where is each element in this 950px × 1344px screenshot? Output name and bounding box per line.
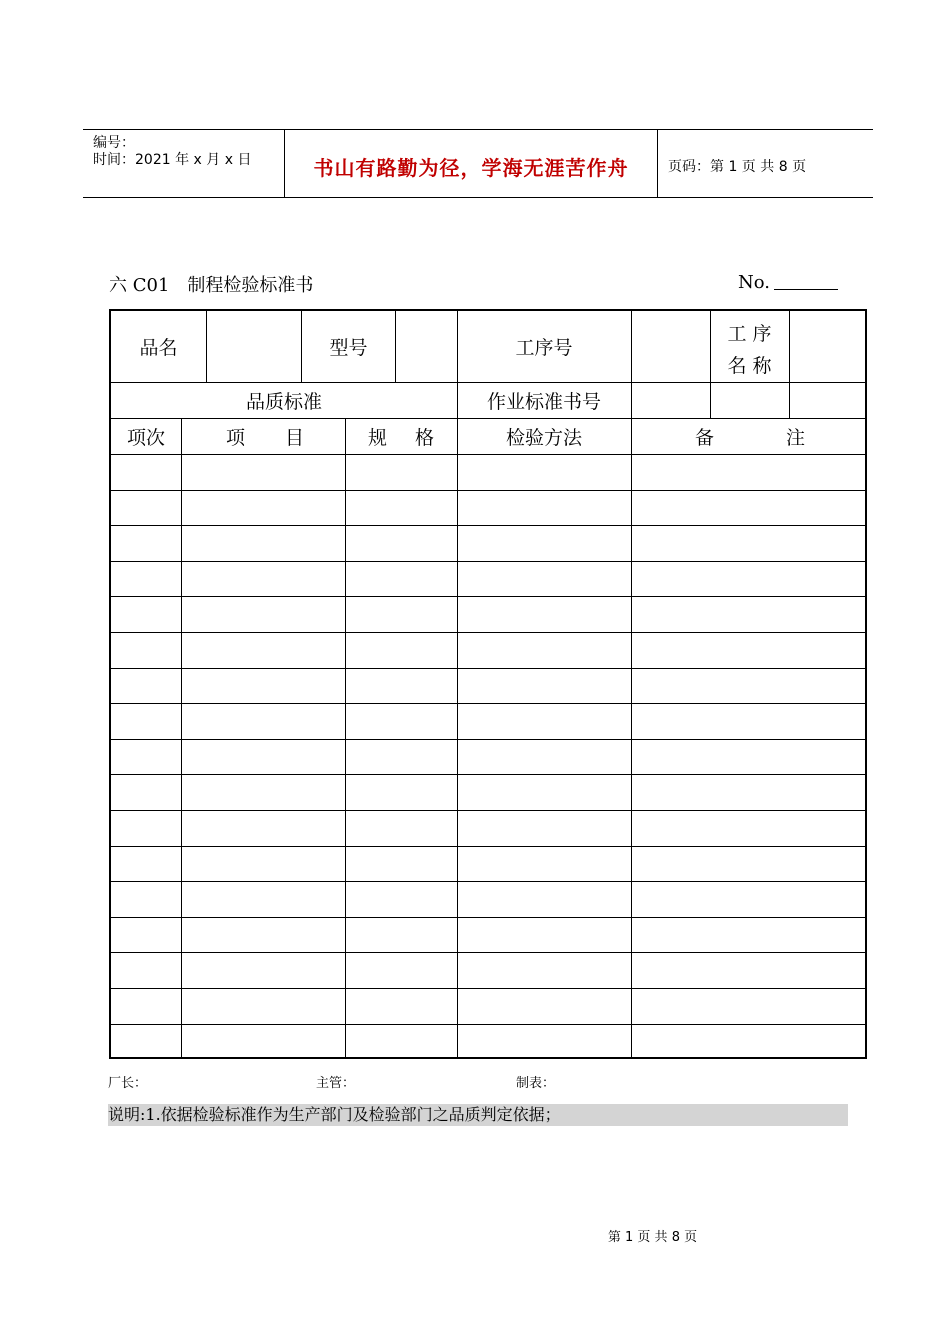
table-cell[interactable]: [182, 562, 344, 596]
table-cell[interactable]: [346, 811, 456, 845]
table-cell[interactable]: [182, 669, 344, 703]
table-cell[interactable]: [632, 633, 864, 667]
doc-title-text: 制程检验标准书: [187, 275, 314, 296]
table-cell[interactable]: [458, 989, 630, 1023]
table-cell[interactable]: [346, 989, 456, 1023]
table-cell[interactable]: [182, 847, 344, 881]
table-cell[interactable]: [632, 740, 864, 774]
table-cell[interactable]: [182, 1025, 344, 1059]
table-cell[interactable]: [112, 953, 180, 987]
table-cell[interactable]: [182, 918, 344, 952]
table-cell[interactable]: [346, 669, 456, 703]
grid-divider: [789, 311, 790, 382]
table-cell[interactable]: [458, 597, 630, 631]
table-cell[interactable]: [632, 882, 864, 916]
grid-divider: [631, 311, 632, 382]
doc-number-label: 编号：: [93, 135, 135, 151]
table-cell[interactable]: [112, 882, 180, 916]
label-quality-standard: 品质标准: [245, 391, 322, 413]
table-cell[interactable]: [346, 918, 456, 952]
table-cell[interactable]: [346, 633, 456, 667]
table-cell[interactable]: [458, 811, 630, 845]
grid-divider: [457, 382, 458, 418]
doc-number-field: [738, 271, 838, 293]
table-cell[interactable]: [632, 562, 864, 596]
table-cell[interactable]: [182, 811, 344, 845]
label-work-standard-no: 作业标准书号: [486, 391, 601, 413]
doc-title: [109, 271, 313, 297]
table-cell[interactable]: [632, 597, 864, 631]
table-cell[interactable]: [458, 953, 630, 987]
grid-divider: [457, 311, 458, 382]
grid-rule: [111, 418, 865, 419]
table-cell[interactable]: [112, 847, 180, 881]
label-process-name-2: 名 称: [727, 354, 772, 377]
table-cell[interactable]: [346, 562, 456, 596]
page-header: [83, 129, 873, 198]
table-cell[interactable]: [632, 526, 864, 560]
table-cell[interactable]: [112, 704, 180, 738]
grid-divider: [301, 311, 302, 382]
table-cell[interactable]: [632, 669, 864, 703]
table-cell[interactable]: [632, 704, 864, 738]
table-cell[interactable]: [458, 775, 630, 809]
label-model: 型号: [329, 337, 368, 359]
table-cell[interactable]: [458, 918, 630, 952]
header-motto-cell: [285, 130, 658, 197]
table-cell[interactable]: [182, 704, 344, 738]
table-cell[interactable]: [632, 918, 864, 952]
table-cell[interactable]: [346, 1025, 456, 1059]
grid-divider: [789, 382, 790, 418]
table-cell[interactable]: [346, 740, 456, 774]
table-cell[interactable]: [346, 953, 456, 987]
col-header-spec: 规 格: [368, 427, 434, 449]
col-header-item: 项 目: [226, 427, 304, 449]
table-cell[interactable]: [182, 455, 344, 489]
table-cell[interactable]: [458, 562, 630, 596]
table-cell[interactable]: [112, 562, 180, 596]
table-cell[interactable]: [632, 455, 864, 489]
page-footer: 第 1 页 共 8 页: [607, 1230, 698, 1245]
grid-divider: [710, 382, 711, 418]
doc-number-prefix: No.: [738, 272, 770, 293]
table-cell[interactable]: [632, 989, 864, 1023]
table-cell[interactable]: [458, 455, 630, 489]
table-cell[interactable]: [458, 882, 630, 916]
grid-divider: [395, 311, 396, 382]
table-cell[interactable]: [458, 740, 630, 774]
header-meta-cell: [83, 130, 285, 197]
sign-factory-manager: 厂长：: [108, 1076, 148, 1091]
table-cell[interactable]: [346, 597, 456, 631]
table-cell[interactable]: [112, 491, 180, 525]
table-cell[interactable]: [458, 633, 630, 667]
grid-divider: [631, 382, 632, 418]
table-cell[interactable]: [346, 882, 456, 916]
table-cell[interactable]: [458, 669, 630, 703]
table-cell[interactable]: [458, 491, 630, 525]
header-motto: 书山有路勤为径，学海无涯苦作舟: [313, 156, 629, 180]
doc-time-label: 时间：2021 年 x 月 x 日: [93, 152, 252, 168]
label-product-name: 品名: [139, 337, 178, 359]
table-cell[interactable]: [182, 633, 344, 667]
table-cell[interactable]: [632, 491, 864, 525]
grid-divider: [710, 311, 711, 382]
doc-title-code: 六 C01: [109, 275, 170, 296]
label-process-no: 工序号: [515, 337, 573, 359]
header-page-label: 页码：第 1 页 共 8 页: [668, 159, 807, 175]
table-cell[interactable]: [458, 847, 630, 881]
table-cell[interactable]: [182, 775, 344, 809]
sign-supervisor: 主管：: [316, 1076, 356, 1091]
doc-number-blank[interactable]: [774, 271, 838, 290]
table-cell[interactable]: [346, 526, 456, 560]
table-cell[interactable]: [632, 847, 864, 881]
table-cell[interactable]: [182, 882, 344, 916]
table-cell[interactable]: [112, 989, 180, 1023]
table-cell[interactable]: [346, 847, 456, 881]
label-process-name-1: 工 序: [727, 322, 772, 345]
table-cell[interactable]: [346, 455, 456, 489]
table-cell[interactable]: [112, 597, 180, 631]
sign-prepared-by: 制表：: [516, 1076, 556, 1091]
table-cell[interactable]: [182, 740, 344, 774]
table-cell[interactable]: [458, 1025, 630, 1059]
table-cell[interactable]: [112, 740, 180, 774]
table-cell[interactable]: [112, 918, 180, 952]
table-cell[interactable]: [632, 775, 864, 809]
header-page-cell: [658, 130, 873, 197]
inspection-form: [109, 309, 867, 1059]
table-cell[interactable]: [112, 633, 180, 667]
grid-rule: [111, 382, 865, 383]
table-cell[interactable]: [112, 455, 180, 489]
table-cell[interactable]: [458, 704, 630, 738]
table-cell[interactable]: [182, 953, 344, 987]
table-cell[interactable]: [182, 491, 344, 525]
table-cell[interactable]: [632, 1025, 864, 1059]
table-cell[interactable]: [346, 491, 456, 525]
table-cell[interactable]: [112, 669, 180, 703]
table-cell[interactable]: [112, 1025, 180, 1059]
col-header-item-no: 项次: [126, 427, 165, 449]
table-cell[interactable]: [182, 989, 344, 1023]
note-text: 说明:1.依据检验标准作为生产部门及检验部门之品质判定依据；: [108, 1104, 848, 1126]
table-cell[interactable]: [112, 775, 180, 809]
table-cell[interactable]: [346, 775, 456, 809]
col-header-method: 检验方法: [505, 427, 582, 449]
table-cell[interactable]: [112, 526, 180, 560]
grid-divider: [206, 311, 207, 382]
col-header-remark: 备 注: [695, 427, 805, 449]
table-cell[interactable]: [182, 526, 344, 560]
table-cell[interactable]: [632, 811, 864, 845]
table-cell[interactable]: [346, 704, 456, 738]
table-cell[interactable]: [112, 811, 180, 845]
table-cell[interactable]: [458, 526, 630, 560]
table-cell[interactable]: [632, 953, 864, 987]
table-cell[interactable]: [182, 597, 344, 631]
